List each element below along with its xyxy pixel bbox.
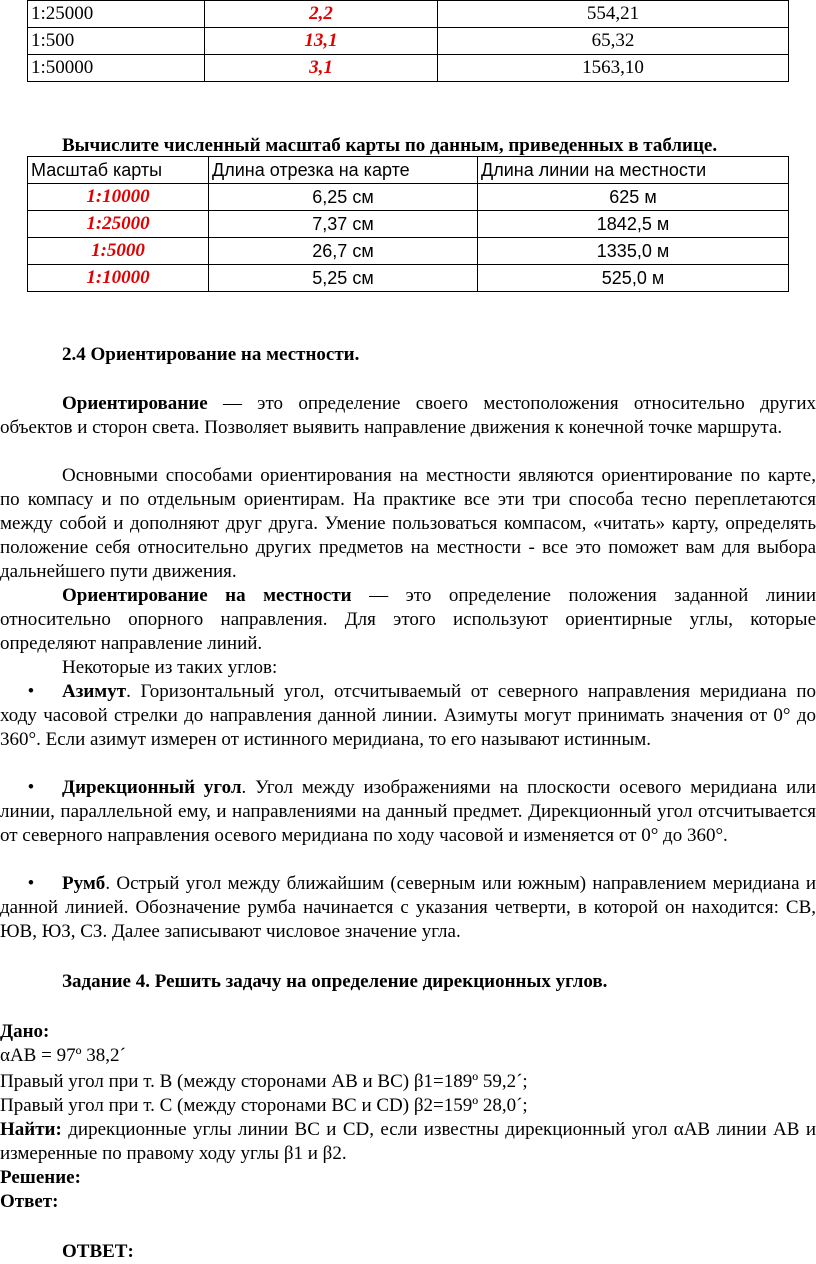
paragraph-orientation-definition	[0, 392, 816, 440]
table-cell: 525,0 м	[478, 265, 789, 292]
given-line: αAB = 97º 38,2´	[0, 1045, 126, 1066]
table-cell: 1563,10	[438, 55, 789, 82]
table-cell: 1335,0 м	[478, 238, 789, 265]
term: Ориентирование на местности	[62, 585, 352, 606]
table-row	[28, 238, 789, 265]
table-cell: 554,21	[438, 1, 789, 28]
table-cell: 65,32	[438, 28, 789, 55]
column-header: Масштаб карты	[28, 157, 209, 184]
table-row	[28, 1, 789, 28]
paragraph-text: Некоторые из таких углов:	[62, 657, 278, 678]
column-header: Длина линии на местности	[478, 157, 789, 184]
paragraph-orientation-terrain	[0, 584, 816, 656]
table-cell: 625 м	[478, 184, 789, 211]
answer-label: Ответ:	[0, 1191, 59, 1212]
list-item	[0, 776, 816, 848]
paragraph-text: . Горизонтальный угол, отсчитываемый от северного направления меридиана по ходу часовой стрелки до направления данной линии. Азимуты могут принимать значения от 0° до 360°. Если азимут измерен от истинного меридиана, то его называют истинным.	[0, 681, 816, 750]
bullet-icon: •	[27, 873, 35, 894]
given-line: Правый угол при т. С (между сторонами ВС и CD) β2=159º 28,0´;	[0, 1095, 528, 1116]
table-cell: 5,25 см	[209, 265, 478, 292]
term: Ориентирование	[62, 393, 208, 414]
column-header: Длина отрезка на карте	[209, 157, 478, 184]
table-header-row	[28, 157, 789, 184]
table-cell: 1:25000	[28, 211, 209, 238]
table-row	[28, 265, 789, 292]
table-cell: 7,37 см	[209, 211, 478, 238]
find-label: Найти:	[0, 1119, 62, 1140]
scale-table-2	[27, 156, 789, 292]
solution-label: Решение:	[0, 1167, 81, 1188]
paragraph-text: — это определение своего местоположения относительно других объектов и сторон света. Позволяет выявить направление движения к конечной точке маршрута.	[0, 393, 816, 438]
term: Румб	[62, 873, 106, 894]
scale-table-1	[27, 0, 789, 82]
table-cell: 1842,5 м	[478, 211, 789, 238]
table-cell: 13,1	[205, 28, 438, 55]
table-cell: 1:50000	[28, 55, 205, 82]
table-cell: 2,2	[205, 1, 438, 28]
term: Азимут	[62, 681, 127, 702]
answer-caps-label: ОТВЕТ:	[62, 1241, 134, 1262]
section-title: 2.4 Ориентирование на местности.	[62, 344, 360, 365]
table-cell: 6,25 см	[209, 184, 478, 211]
task-heading: Вычислите численный масштаб карты по данным, приведенных в таблице.	[62, 135, 718, 156]
table-cell: 3,1	[205, 55, 438, 82]
paragraph-methods	[0, 464, 816, 584]
paragraph-angles-intro	[0, 656, 816, 680]
table-row	[28, 211, 789, 238]
table-cell: 1:5000	[28, 238, 209, 265]
table-row	[28, 28, 789, 55]
find-paragraph	[0, 1118, 816, 1166]
paragraph-text: Основными способами ориентирования на местности являются ориентирование по карте, по компасу и по отдельным ориентирам. На практике все эти три способа тесно переплетаются между собой и дополняют друг друга. Умение пользоваться компасом, «читать» карту, определять положение себя относительно других предметов на местности - все это поможет вам для выбора дальнейшего пути движения.	[0, 465, 816, 582]
given-line: Правый угол при т. В (между сторонами АВ и ВС) β1=189º 59,2´;	[0, 1071, 528, 1092]
bullet-icon: •	[27, 777, 35, 798]
paragraph-text: дирекционные углы линии ВС и CD, если известны дирекционный угол αAB линии АВ и измеренные по правому ходу углы β1 и β2.	[0, 1119, 816, 1164]
bullet-icon: •	[27, 681, 35, 702]
paragraph-text: . Острый угол между ближайшим (северным или южным) направлением меридиана и данной линией. Обозначение румба начинается с указания четверти, в которой он находится: СВ, ЮВ, ЮЗ, СЗ. Далее записывают числовое значение угла.	[0, 873, 816, 942]
list-item	[0, 872, 816, 944]
table-cell: 1:500	[28, 28, 205, 55]
given-label: Дано:	[0, 1021, 50, 1042]
table-cell: 1:10000	[28, 265, 209, 292]
paragraph-text: — это определение положения заданной линии относительно опорного направления. Для этого используют ориентирные углы, которые определяют направление линий.	[0, 585, 816, 654]
table-row	[28, 55, 789, 82]
table-cell: 26,7 см	[209, 238, 478, 265]
table-cell: 1:10000	[28, 184, 209, 211]
task4-heading: Задание 4. Решить задачу на определение дирекционных углов.	[62, 971, 608, 992]
table-cell: 1:25000	[28, 1, 205, 28]
term: Дирекционный угол	[62, 777, 242, 798]
list-item	[0, 680, 816, 752]
paragraph-text: . Угол между изображениями на плоскости осевого меридиана или линии, параллельной ему, и направлениями на данный предмет. Дирекционный угол отсчитывается от северного направления осевого меридиана по ходу часовой и изменяется от 0° до 360°.	[0, 777, 816, 846]
table-row	[28, 184, 789, 211]
